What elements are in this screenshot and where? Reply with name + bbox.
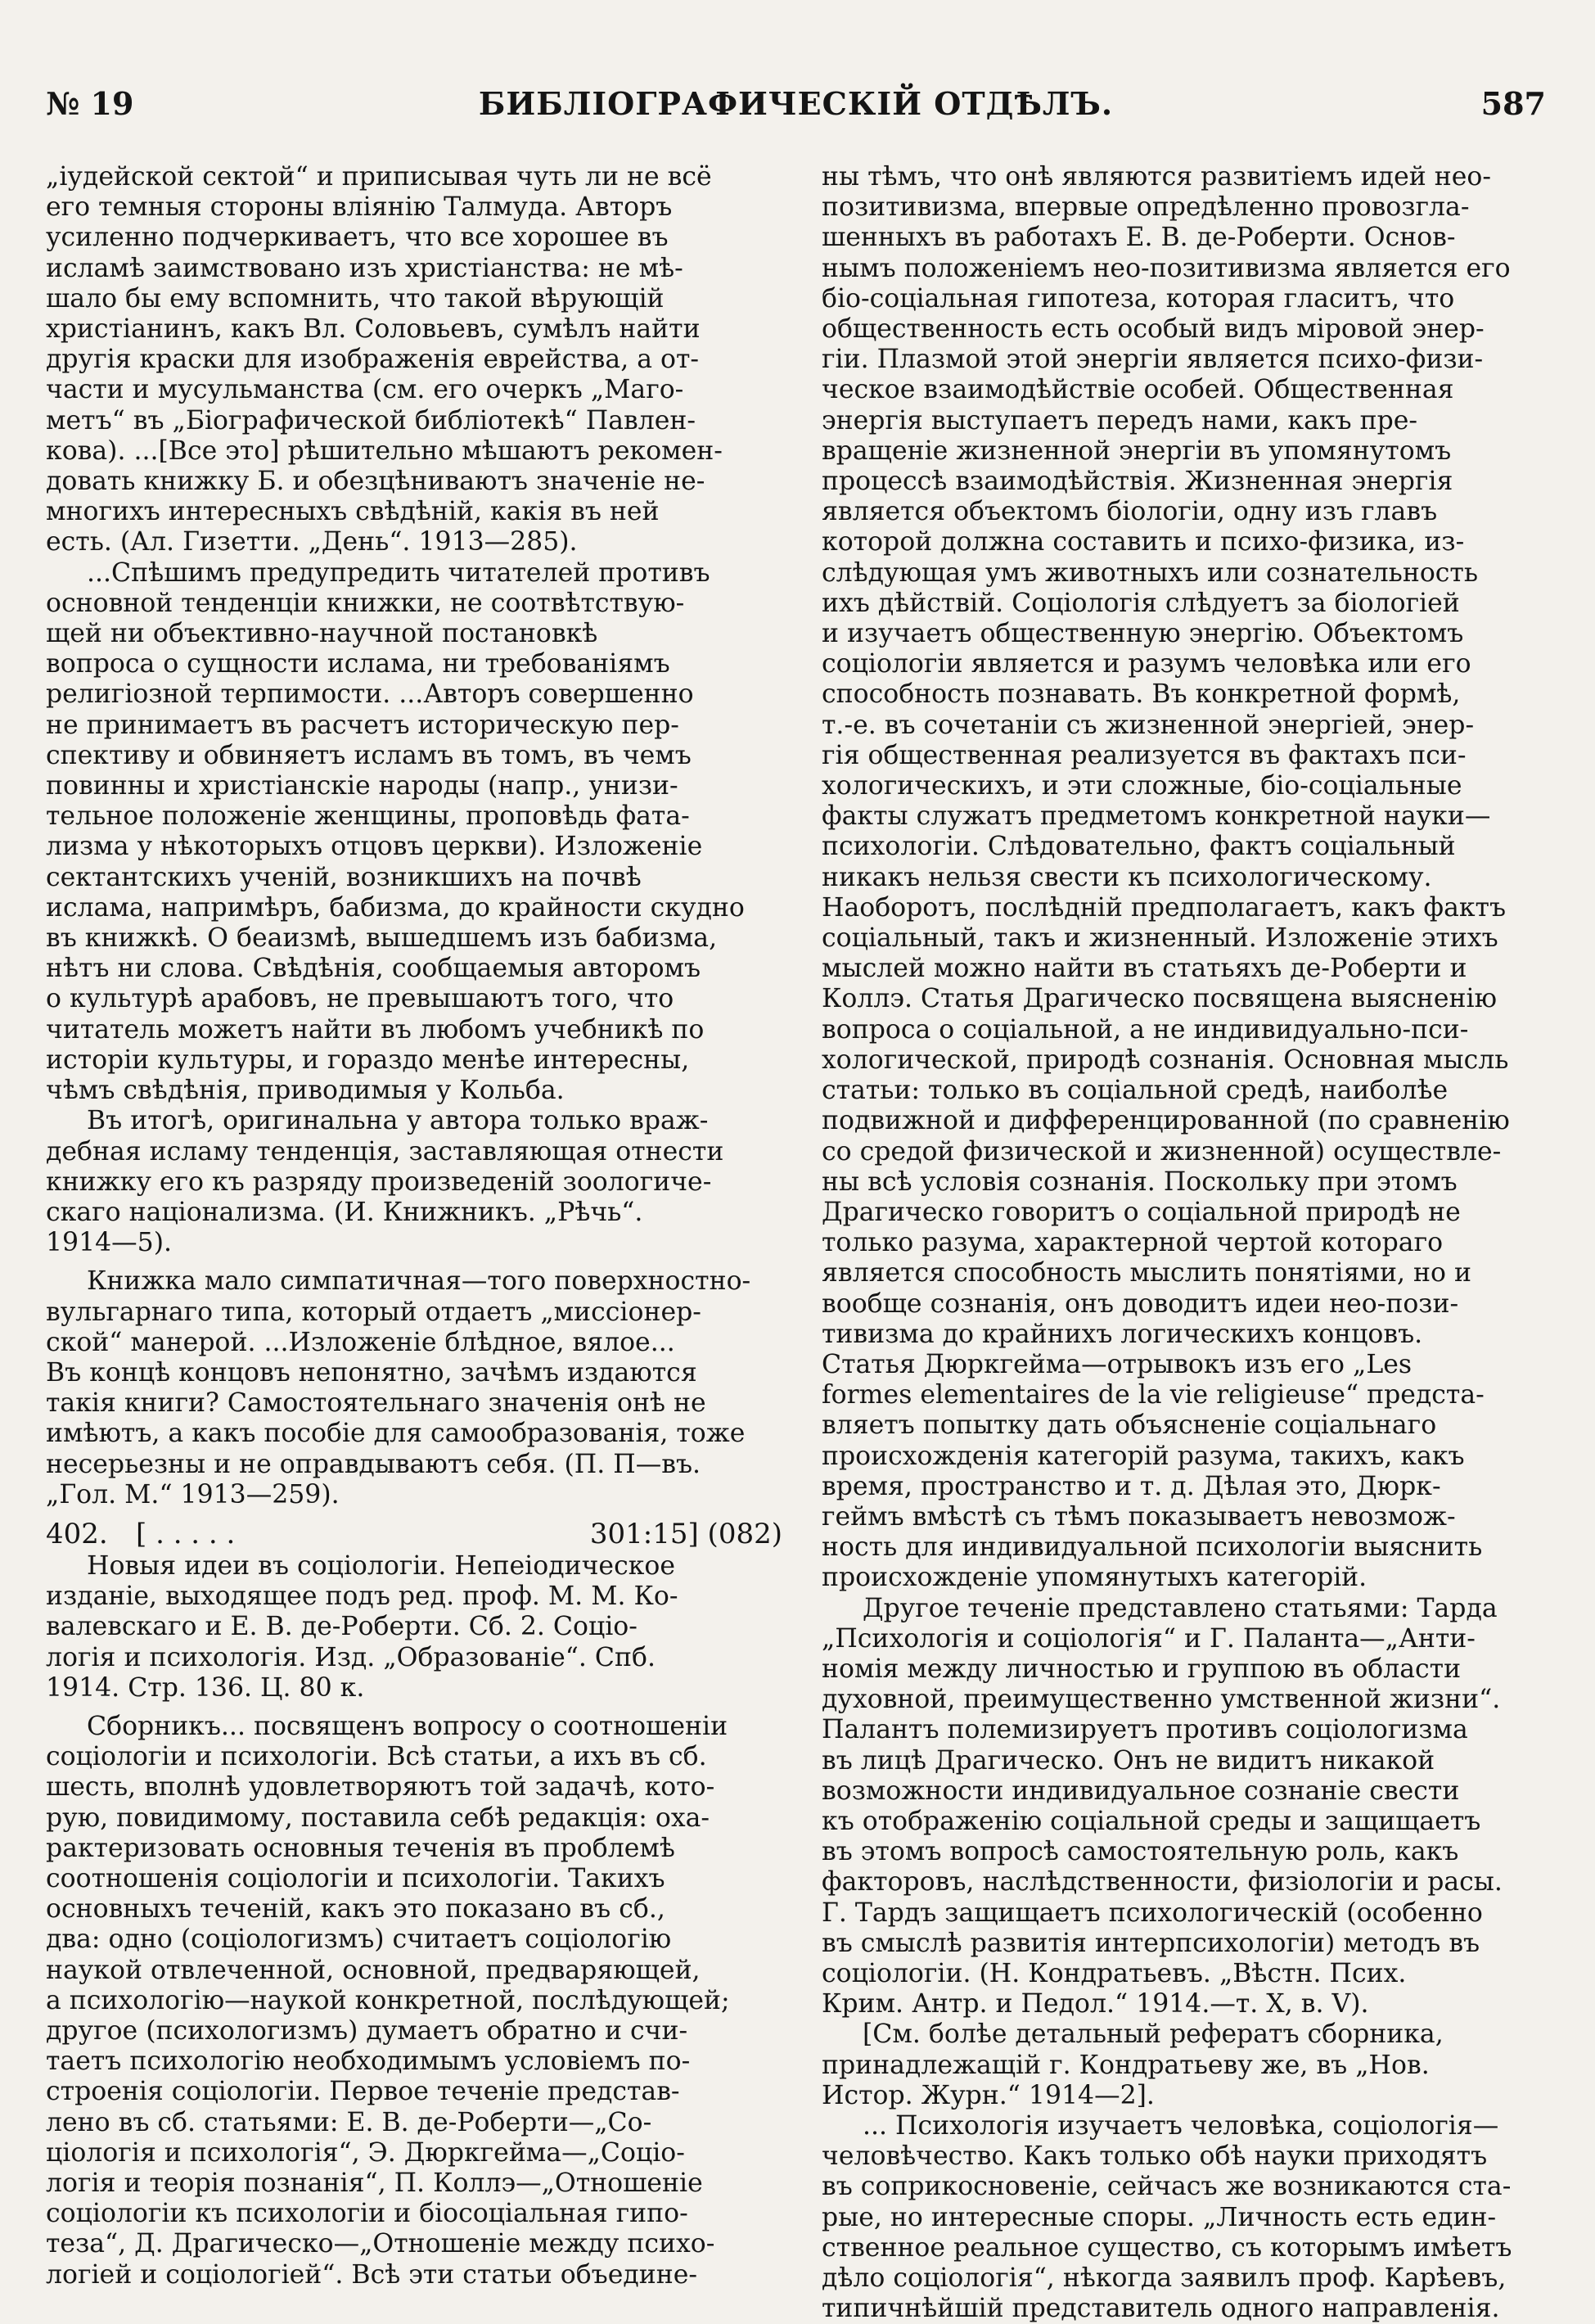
text-line: соціальный, такъ и жизненный. Изложеніе этихъ xyxy=(822,923,1498,954)
text-line: дебная исламу тенденція, заставляющая отнести xyxy=(46,1136,724,1167)
text-line: общественность есть особый видъ міровой энер- xyxy=(822,314,1485,345)
text-line: является способность мыслить понятіями, но и xyxy=(822,1258,1471,1288)
text-line: чѣмъ свѣдѣнія, приводимыя у Кольба. xyxy=(46,1076,565,1106)
text-line: гіи. Плазмой этой энергіи является психо-физи- xyxy=(822,345,1484,375)
text-line: 1914—5). xyxy=(46,1228,173,1258)
text-line: шесть, вполнѣ удовлетворяютъ той задачѣ, кото- xyxy=(46,1772,715,1803)
text-line: время, пространство и т. д. Дѣлая это, Дюрк- xyxy=(822,1471,1441,1501)
text-line: религіозной терпимости. ...Авторъ совершенно xyxy=(46,679,694,710)
text-line: книжку его къ разряду произведеній зоологиче- xyxy=(46,1167,712,1197)
text-line: ны тѣмъ, что онѣ являются развитіемъ идей нео- xyxy=(822,162,1491,192)
text-line: происхожденія категорій разума, такихъ, какъ xyxy=(822,1441,1465,1471)
text-line: человѣчество. Какъ только обѣ науки приходятъ xyxy=(822,2141,1488,2172)
paragraph-gap xyxy=(46,1704,782,1712)
left-column xyxy=(46,162,782,2290)
text-line: исторіи культуры, и гораздо менѣе интересны, xyxy=(46,1045,690,1075)
text-line: имѣютъ, а какъ пособіе для самообразованія, тоже xyxy=(46,1419,746,1449)
text-line: Сборникъ... посвященъ вопросу о соотношеніи xyxy=(87,1711,728,1741)
text-line: formes elementaires de la vie religieuse“ предста- xyxy=(822,1380,1485,1410)
text-line: соціологіи къ психологіи и біосоціальная гипо- xyxy=(46,2199,688,2229)
text-line: факторовъ, наслѣдственности, физіологіи и расы. xyxy=(822,1867,1503,1898)
text-line: біо-соціальная гипотеза, которая гласитъ, что xyxy=(822,283,1455,314)
text-line: Палантъ полемизируетъ противъ соціологизма xyxy=(822,1715,1468,1745)
text-line: шало бы ему вспомнить, что такой вѣрующій xyxy=(46,283,665,314)
text-line: соціологіи является и разумъ человѣка или его xyxy=(822,649,1471,679)
text-line: его темныя стороны вліянію Талмуда. Авторъ xyxy=(46,192,673,223)
text-line: въ этомъ вопросѣ самостоятельную роль, какъ xyxy=(822,1837,1459,1867)
text-line: таетъ психологію необходимымъ условіемъ по- xyxy=(46,2046,691,2077)
text-line: христіанинъ, какъ Вл. Соловьевъ, сумѣлъ найти xyxy=(46,314,701,345)
text-line: „іудейской сектой“ и приписывая чуть ли не всё xyxy=(46,162,712,192)
text-line: Другое теченіе представлено статьями: Тарда xyxy=(863,1593,1498,1623)
text-line: Г. Тардъ защищаетъ психологическій (особенно xyxy=(822,1898,1483,1928)
text-line: которой должна составить и психо-физика, из- xyxy=(822,527,1465,557)
text-line: въ книжкѣ. О беаизмѣ, вышедшемъ изъ бабизма, xyxy=(46,923,718,954)
text-line: рую, повидимому, поставила себѣ редакція: оха- xyxy=(46,1803,710,1833)
text-line: принадлежащій г. Кондратьеву же, въ „Нов. xyxy=(822,2050,1430,2080)
text-line: нѣтъ ни слова. Свѣдѣнія, сообщаемыя авторомъ xyxy=(46,954,701,984)
text-line: никакъ нельзя свести къ психологическому. xyxy=(822,862,1432,892)
text-line: въ лицѣ Драгическо. Онъ не видитъ никакой xyxy=(822,1745,1435,1776)
text-line: логіей и соціологіей“. Всѣ эти статьи объедине- xyxy=(46,2259,698,2290)
text-line: Новыя идеи въ соціологіи. Непеіодическое xyxy=(87,1550,676,1581)
text-line: основной тенденціи книжки, не соотвѣтствую- xyxy=(46,588,685,618)
text-line: довать книжку Б. и обезцѣниваютъ значеніе не- xyxy=(46,467,705,497)
text-line: хологической, природѣ сознанія. Основная мысль xyxy=(822,1045,1509,1075)
text-line: вообще сознанія, онъ доводитъ идеи нео-пози- xyxy=(822,1288,1459,1319)
text-line: другое (психологизмъ) думаетъ обратно и счи- xyxy=(46,2015,688,2046)
text-line: факты служатъ предметомъ конкретной науки— xyxy=(822,801,1491,832)
text-line: не принимаетъ въ расчетъ историческую пер- xyxy=(46,710,679,740)
text-line: Драгическо говоритъ о соціальной природѣ не xyxy=(822,1197,1461,1227)
entry-number: 402. xyxy=(46,1517,108,1550)
text-line: части и мусульманства (см. его очеркъ „Маго- xyxy=(46,375,684,405)
text-line: въ соприкосновеніе, сейчасъ же возникаются ста- xyxy=(822,2172,1512,2202)
text-line: рактеризовать основныя теченія въ проблемѣ xyxy=(46,1833,675,1863)
text-line: къ отображенію соціальной среды и защищаетъ xyxy=(822,1806,1481,1836)
text-line: позитивизма, впервые опредѣленно провозгла- xyxy=(822,192,1470,223)
text-line: вопроса о соціальной, а не индивидуально-пси- xyxy=(822,1014,1469,1045)
text-line: ціологія и психологія“, Э. Дюркгейма—„Соціо- xyxy=(46,2137,685,2168)
text-line: Въ итогѣ, оригинальна у автора только враж- xyxy=(87,1106,709,1136)
text-line: является объектомъ біологіи, одну изъ главъ xyxy=(822,497,1438,527)
text-line: духовной, преимущественно умственной жизни“. xyxy=(822,1685,1501,1715)
text-line: скаго націонализма. (И. Книжникъ. „Рѣчь“. xyxy=(46,1197,643,1227)
text-line: два: одно (соціологизмъ) считаетъ соціологію xyxy=(46,1925,672,1955)
text-line: статьи: только въ соціальной средѣ, наиболѣе xyxy=(822,1076,1449,1106)
text-line: несерьезны и не оправдываютъ себя. (П. П—въ. xyxy=(46,1449,701,1479)
text-line: Книжка мало симпатичная—того поверхностно- xyxy=(87,1266,751,1297)
text-line: тельное положеніе женщины, проповѣдь фата- xyxy=(46,801,690,832)
text-line: со средой физической и жизненной) осуществле- xyxy=(822,1136,1502,1167)
text-line: мыслей можно найти въ статьяхъ де-Роберти и xyxy=(822,954,1467,984)
text-line: соціологіи и психологіи. Всѣ статьи, а ихъ въ сб. xyxy=(46,1742,707,1772)
text-line: другія краски для изображенія еврейства, а от- xyxy=(46,345,700,375)
text-line: ихъ дѣйствій. Соціологія слѣдуетъ за біологіей xyxy=(822,588,1460,618)
text-line: есть. (Ал. Гизетти. „День“. 1913—285). xyxy=(46,527,578,557)
entry-bracket: [ . . . . . xyxy=(136,1517,236,1550)
text-line: а психологію—наукой конкретной, послѣдующей; xyxy=(46,1985,730,2015)
text-line: усиленно подчеркиваетъ, что все хорошее въ xyxy=(46,223,669,253)
text-line: Статья Дюркгейма—отрывокъ изъ его „Les xyxy=(822,1349,1413,1379)
text-line: процессѣ взаимодѣйствія. Жизненная энергія xyxy=(822,467,1453,497)
text-line: логія и психологія. Изд. „Образованіе“. Спб. xyxy=(46,1642,656,1672)
text-line: повинны и христіанскіе народы (напр., унизи- xyxy=(46,771,678,801)
entry-heading xyxy=(46,1517,782,1551)
text-line: ческое взаимодѣйствіе особей. Общественная xyxy=(822,375,1454,405)
text-line: геймъ вмѣстѣ съ тѣмъ показываетъ невозмож- xyxy=(822,1501,1456,1532)
text-line: соціологіи. (Н. Кондратьевъ. „Вѣстн. Псих. xyxy=(822,1958,1407,1988)
text-line: кова). ...[Все это] рѣшительно мѣшаютъ рекомен- xyxy=(46,435,723,466)
text-line: Истор. Журн.“ 1914—2]. xyxy=(822,2080,1155,2110)
text-line: „Психологія и соціологія“ и Г. Паланта—„Анти- xyxy=(822,1623,1476,1654)
text-line: „Гол. М.“ 1913—259). xyxy=(46,1479,340,1509)
text-line: въ смыслѣ развитія интерпсихологіи) методъ въ xyxy=(822,1928,1480,1958)
text-line: и изучаетъ общественную энергію. Объектомъ xyxy=(822,619,1464,649)
text-line: лизма у нѣкоторыхъ отцовъ церкви). Изложеніе xyxy=(46,832,703,862)
text-line: слѣдующая умъ животныхъ или сознательность xyxy=(822,557,1479,588)
text-line: номія между личностью и группою въ области xyxy=(822,1654,1462,1684)
text-line: ны всѣ условія сознанія. Поскольку при этомъ xyxy=(822,1167,1458,1197)
text-line: энергія выступаетъ передъ нами, какъ пре- xyxy=(822,405,1418,435)
text-line: такія книги? Самостоятельнаго значенія онѣ не xyxy=(46,1388,706,1419)
text-line: хологическихъ, и эти сложные, біо-соціальные xyxy=(822,771,1462,801)
entry-classification: 301:15] (082) xyxy=(589,1517,782,1550)
text-line: Въ концѣ концовъ непонятно, зачѣмъ издаются xyxy=(46,1357,697,1388)
text-line: т.-е. въ сочетаніи съ жизненной энергіей, энер- xyxy=(822,710,1475,740)
text-line: вращеніе жизненной энергіи въ упомянутомъ xyxy=(822,435,1452,466)
text-line: о культурѣ арабовъ, не превышаютъ того, что xyxy=(46,984,674,1014)
text-line: многихъ интересныхъ свѣдѣній, какія въ ней xyxy=(46,497,660,527)
text-line: тивизма до крайнихъ логическихъ концовъ. xyxy=(822,1319,1423,1349)
text-line: читатель можетъ найти въ любомъ учебникѣ по xyxy=(46,1014,705,1045)
text-line: вульгарнаго типа, который отдаетъ „миссіонер- xyxy=(46,1297,701,1327)
section-title: БИБЛІОГРАФИЧЕСКІЙ ОТДѢЛЪ. xyxy=(478,85,1114,122)
text-line: способность познавать. Въ конкретной формѣ, xyxy=(822,679,1461,710)
text-line: ской“ манерой. ...Изложеніе блѣдное, вялое... xyxy=(46,1327,675,1357)
text-line: происхожденіе упомянутыхъ категорій. xyxy=(822,1563,1367,1593)
text-line: основныхъ теченій, какъ это показано въ сб., xyxy=(46,1894,665,1925)
text-line: Коллэ. Статья Драгическо посвящена выясненію xyxy=(822,984,1497,1014)
text-line: вопроса о сущности ислама, ни требованіямъ xyxy=(46,649,670,679)
text-line: валевскаго и Е. В. де-Роберти. Сб. 2. Соціо- xyxy=(46,1612,638,1642)
text-line: дѣло соціологія“, нѣкогда заявилъ проф. Карѣевъ, xyxy=(822,2263,1507,2294)
text-line: Наоборотъ, послѣдній предполагаетъ, какъ фактъ xyxy=(822,892,1507,923)
text-line: шенныхъ въ работахъ Е. В. де-Роберти. Основ- xyxy=(822,223,1456,253)
text-line: подвижной и дифференцированной (по сравненію xyxy=(822,1106,1510,1136)
text-line: [См. болѣе детальный рефератъ сборника, xyxy=(863,2019,1444,2050)
right-column xyxy=(822,162,1552,2324)
page-number: 587 xyxy=(1480,85,1546,122)
text-line: изданіе, выходящее подъ ред. проф. М. М. Ко- xyxy=(46,1582,678,1612)
running-header xyxy=(46,85,1546,134)
text-line: рые, но интересные споры. „Личность есть един- xyxy=(822,2202,1497,2232)
text-line: ... Психологія изучаетъ человѣка, соціологія— xyxy=(863,2111,1499,2141)
paragraph-gap xyxy=(46,1258,782,1266)
text-line: вляетъ попытку дать объясненіе соціальнаго xyxy=(822,1410,1437,1441)
text-line: теза“, Д. Драгическо—„Отношеніе между психо- xyxy=(46,2229,715,2259)
text-line: возможности индивидуальное сознаніе свести xyxy=(822,1776,1460,1806)
text-line: исламѣ заимствовано изъ христіанства: не мѣ- xyxy=(46,253,683,283)
text-line: логія и теорія познанія“, П. Коллэ—„Отношеніе xyxy=(46,2168,703,2198)
text-line: ность для индивидуальной психологіи выяснить xyxy=(822,1532,1483,1563)
text-line: ственное реальное существо, съ которымъ имѣетъ xyxy=(822,2232,1512,2263)
text-line: типичнѣйшій представитель одного направленія. xyxy=(822,2294,1500,2324)
text-line: только разума, характерной чертой котораго xyxy=(822,1228,1444,1258)
text-line: нымъ положеніемъ нео-позитивизма является его xyxy=(822,253,1511,283)
issue-number: № 19 xyxy=(46,85,134,122)
text-line: строенія соціологіи. Первое теченіе представ- xyxy=(46,2077,680,2107)
text-line: гія общественная реализуется въ фактахъ пси- xyxy=(822,740,1467,770)
text-line: сектантскихъ ученій, возникшихъ на почвѣ xyxy=(46,862,642,892)
text-line: ислама, напримѣръ, бабизма, до крайности скудно xyxy=(46,892,745,923)
text-line: наукой отвлеченной, основной, предваряющей, xyxy=(46,1955,701,1985)
text-line: спективу и обвиняетъ исламъ въ томъ, въ чемъ xyxy=(46,740,692,770)
text-line: соотношенія соціологіи и психологіи. Такихъ xyxy=(46,1863,665,1893)
text-line: Крим. Антр. и Педол.“ 1914.—т. X, в. V). xyxy=(822,1989,1369,2019)
text-line: метъ“ въ „Біографической библіотекѣ“ Павлен- xyxy=(46,405,696,435)
text-line: щей ни объективно-научной постановкѣ xyxy=(46,619,598,649)
text-line: лено въ сб. статьями: Е. В. де-Роберти—„Со- xyxy=(46,2107,652,2137)
text-line: ...Спѣшимъ предупредить читателей противъ xyxy=(87,557,710,588)
text-line: психологіи. Слѣдовательно, фактъ соціальный xyxy=(822,832,1456,862)
text-line: 1914. Стр. 136. Ц. 80 к. xyxy=(46,1672,365,1703)
